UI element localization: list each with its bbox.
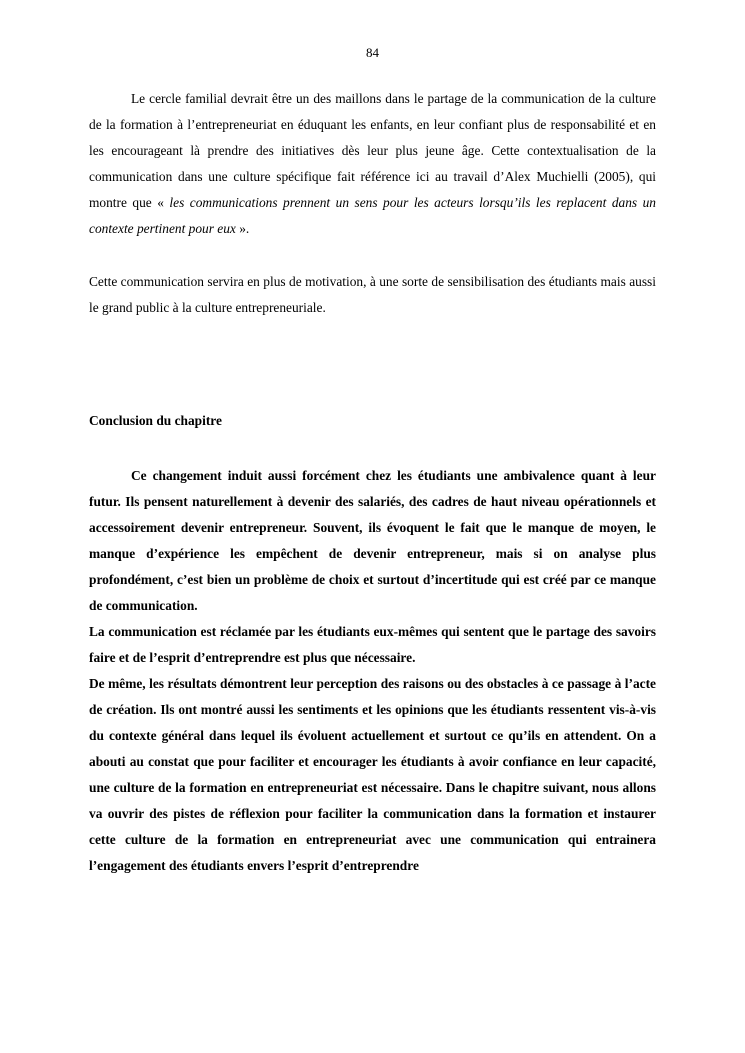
conclusion-paragraph-3: De même, les résultats démontrent leur perception des raisons ou des obstacles à ce passage à l’acte de création. Ils ont montré aussi les sentiments et les opinions que les étudiants ressentent vis-à-vis du contexte général dans lequel ils évoluent actuellement et surtout ce qu’ils en attendent. On a abouti au constat que pour faciliter et encourager les étudiants à avoir confiance en leur capacité, une culture de la formation en entrepreneuriat est nécessaire. Dans le chapitre suivant, nous allons va ouvrir des pistes de réflexion pour faciliter la communication dans la formation et instaurer cette culture de la formation en entrepreneuriat avec une communication qui entrainera l’engagement des étudiants envers l’esprit d’entreprendre	[89, 676, 656, 873]
paragraph-communication-motivation: Cette communication servira en plus de motivation, à une sorte de sensibilisation des étudiants mais aussi le grand public à la culture entrepreneuriale.	[89, 274, 656, 315]
paragraph-text: Le cercle familial devrait être un des maillons dans le partage de la communication de la culture de la formation à l’entrepreneuriat en éduquant les enfants, en leur confiant plus de responsabilité et en les encourageant là prendre des initiatives dès leur plus jeune âge. Cette contextualisation de la communication dans une culture spécifique fait référence ici au travail d’Alex Muchielli (2005), qui montre que «	[89, 91, 656, 210]
conclusion-body	[89, 463, 656, 879]
paragraph-text-end: ».	[235, 221, 250, 236]
conclusion-paragraph-2: La communication est réclamée par les étudiants eux-mêmes qui sentent que le partage des savoirs faire et de l’esprit d’entreprendre est plus que nécessaire.	[89, 624, 656, 665]
quote-text: les communications prennent un sens pour les acteurs lorsqu’ils les replacent dans un contexte pertinent pour eux	[89, 195, 656, 236]
paragraph-family-circle	[89, 86, 656, 242]
section-heading: Conclusion du chapitre	[89, 413, 222, 428]
page-number: 84	[366, 45, 379, 60]
conclusion-paragraph-1: Ce changement induit aussi forcément chez les étudiants une ambivalence quant à leur futur. Ils pensent naturellement à devenir des salariés, des cadres de haut niveau opérationnels et accessoirement devenir entrepreneur. Souvent, ils évoquent le fait que le manque de moyen, le manque d’expérience les empêchent de devenir entrepreneur, mais si on analyse plus profondément, c’est bien un problème de choix et surtout d’incertitude qui est créé par ce manque de communication.	[89, 468, 656, 613]
